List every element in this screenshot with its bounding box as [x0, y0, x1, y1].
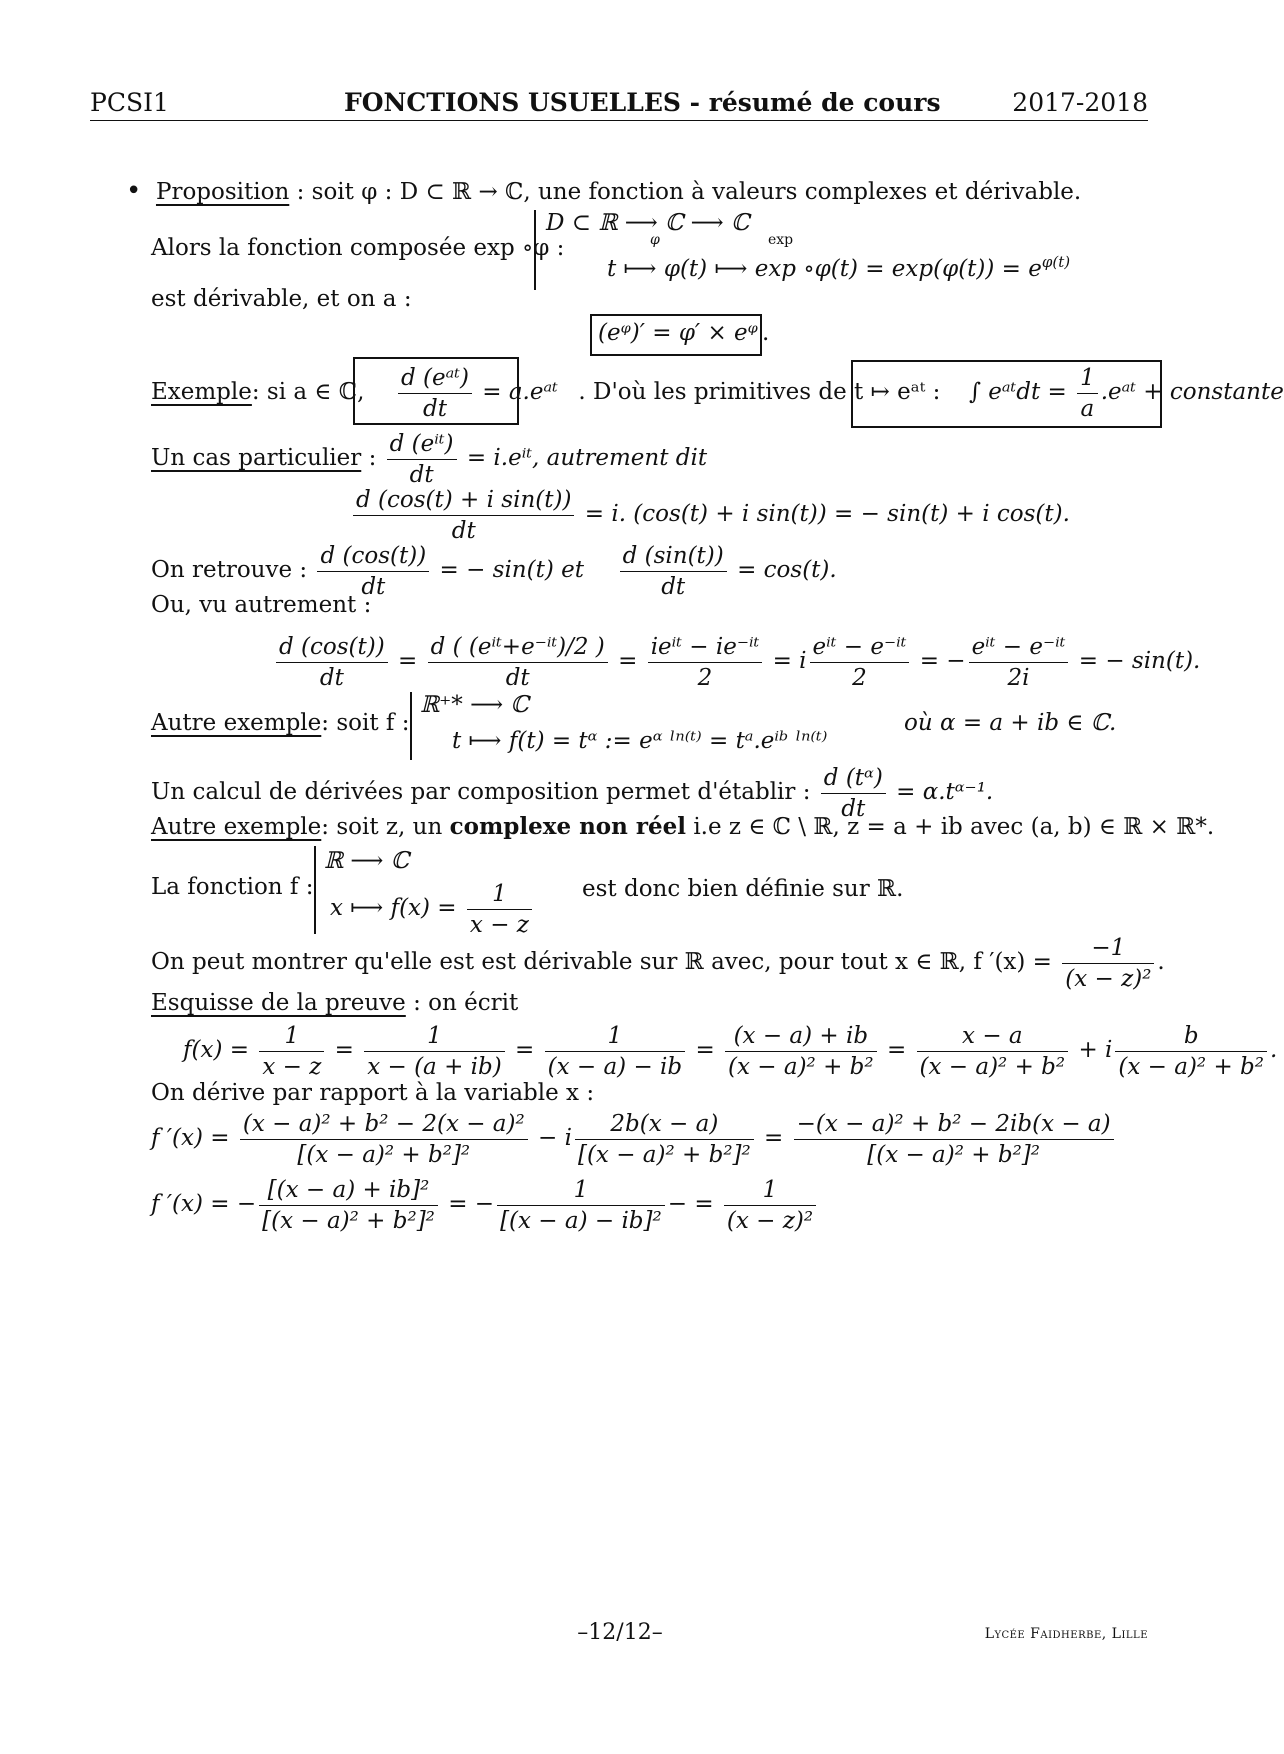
cas-line: Un cas particulier : $\frac{\text{d (eⁱᵗ)}}{dt}$ = i.eⁱᵗ, autrement dit	[151, 430, 708, 488]
map-row2: t ⟼ φ(t) ⟼ exp ∘φ(t) = $\exp(\varphi(t)) = e^{\varphi(t)}$	[607, 253, 1071, 282]
autrement-line: $\frac{d (\cos(t))}{dt}$ = $\frac{\text{d ( (eⁱᵗ+e⁻ⁱᵗ)/2 )}}{dt}$ = $\frac{\text{ieⁱᵗ − ie⁻ⁱᵗ}}{2}$ = i $\frac{\text{eⁱᵗ − e⁻ⁱᵗ}}{2}$ = − $\frac{\text{eⁱᵗ − e⁻ⁱᵗ}}{2i}$ = − sin(t).	[273, 626, 1200, 696]
proposition-line	[126, 176, 1081, 207]
bullet-icon: •	[126, 176, 142, 206]
montrer-line: On peut montrer qu'elle est est dérivable sur ℝ avec, pour tout x ∈ ℝ, f ′(x) = $\frac{-1}{\text{(x − z)²}}$ .	[151, 934, 1165, 992]
boxed-formula: (eᵠ)′ = φ′ × eᵠ	[598, 320, 758, 346]
autre1-label: Autre exemple	[151, 710, 322, 736]
derive-line1: f ′(x) = $\frac{\text{(x − a)² + b² − 2(x − a)²}}{\text{[(x − a)² + b²]²}}$ − i $\frac{2b(x - a)}{\text{[(x − a)² + b²]²}}$ = $\frac{\text{−(x − a)² + b² − 2ib(x − a)}}{\text{[(x − a)² + b²]²}}$	[151, 1106, 1117, 1170]
proposition-label: Proposition	[155, 179, 290, 205]
fonction-bar	[314, 846, 316, 934]
map-exp-label: exp	[768, 232, 794, 248]
school-name: Lycée Faidherbe, Lille	[984, 1626, 1148, 1642]
autre2-line: Autre exemple: soit z, un complexe non réel i.e z ∈ ℂ \ ℝ, z = a + ib avec (a, b) ∈ ℝ × ℝ*.	[151, 813, 1215, 840]
integral-frac: $\frac{1}{a}$	[1077, 365, 1098, 422]
retrouve-line: On retrouve : $\frac{d (\cos(t))}{dt}$ = − sin(t) et $\frac{d (\sin(t))}{dt}$ = cos(t).	[151, 542, 837, 600]
autre1-bar	[410, 692, 412, 760]
fonction-text: La fonction f :	[151, 874, 314, 900]
map-phi-label: φ	[650, 232, 660, 248]
fonction-row2: x ⟼ f(x) = $\frac{1}{x - z}$	[330, 878, 535, 938]
page-title: FONCTIONS USUELLES - résumé de cours	[344, 88, 941, 117]
exemple-label: Exemple	[151, 379, 252, 405]
fonction-row1: ℝ ⟶ ℂ	[324, 848, 410, 874]
map-bar	[534, 210, 536, 290]
esquisse-line: Esquisse de la preuve : on écrit	[151, 990, 519, 1016]
header-rule	[90, 120, 1148, 121]
cas-label: Un cas particulier	[151, 445, 362, 471]
autrement-text: Ou, vu autrement :	[151, 592, 372, 618]
autre2-label: Autre exemple	[151, 814, 322, 840]
map-row1: D ⊂ ℝ ⟶ ℂ ⟶ ℂ	[546, 210, 750, 236]
exemple-frac: $\frac{\text{d (eᵃᵗ)}}{dt}$	[398, 365, 472, 422]
derive-text: On dérive par rapport à la variable x :	[151, 1080, 595, 1106]
autre1-row2: t ⟼ f(t) = tᵅ := eᵅ ˡⁿ⁽ᵗ⁾ = tᵃ.eⁱᵇ ˡⁿ⁽ᵗ⁾	[452, 728, 828, 754]
composee-text: Alors la fonction composée exp ∘φ :	[151, 235, 565, 261]
derive-line2: f ′(x) = − $\frac{\text{[(x − a) + ib]²}}{\text{[(x − a)² + b²]²}}$ = − $\frac{1}{\text{[(x − a) − ib]²}}$ − = $\frac{1}{\text{(x − z)²}}$	[151, 1172, 819, 1236]
header-year: 2017-2018	[1012, 88, 1148, 117]
esquisse-label: Esquisse de la preuve	[151, 990, 406, 1016]
cas-line2: $\frac{\text{d (cos(t) + i sin(t))}}{dt}$ = i. (cos(t) + i sin(t)) = − sin(t) + i cos(t).	[350, 484, 1070, 544]
integral-formula: ∫ eᵃᵗdt =	[969, 379, 1067, 405]
page-number: –12/12–	[577, 1620, 663, 1645]
esquisse-equation: f(x) = $\frac{1}{x - z}$ = $\frac{1}{x - (a + ib)}$ = $\frac{1}{(x - a) - ib}$ = $\frac{(x - a) + ib}{\text{(x − a)² + b²}}$ = $\frac{x - a}{\text{(x − a)² + b²}}$ + i $\frac{b}{\text{(x − a)² + b²}}$ .	[183, 1022, 1278, 1080]
calcul-line: Un calcul de dérivées par composition permet d'établir : $\frac{\text{d (tᵅ)}}{dt}$ = α.tᵅ⁻¹.	[151, 764, 994, 822]
derivable-text: est dérivable, et on a :	[151, 286, 412, 312]
autre1-line: Autre exemple: soit f :	[151, 710, 410, 736]
boxed-dot: .	[762, 320, 770, 346]
fonction-end: est donc bien définie sur ℝ.	[582, 876, 904, 902]
header-left: PCSI1	[90, 88, 169, 117]
exemple-line: Exemple: si a ∈ ℂ, $\frac{\text{d (eᵃᵗ)}}{dt}$ = a.eᵃᵗ . D'où les primitives de t ↦ eᵃᵗ : ∫ eᵃᵗdt = $\frac{1}{a}$ .eᵃᵗ + constante	[151, 364, 1284, 422]
autre1-row1: ℝ⁺* ⟶ ℂ	[420, 692, 529, 718]
proposition-text: : soit φ : D ⊂ ℝ → ℂ, une fonction à valeurs complexes et dérivable.	[296, 179, 1082, 205]
autre1-ou: où α = a + ib ∈ ℂ.	[904, 710, 1117, 736]
